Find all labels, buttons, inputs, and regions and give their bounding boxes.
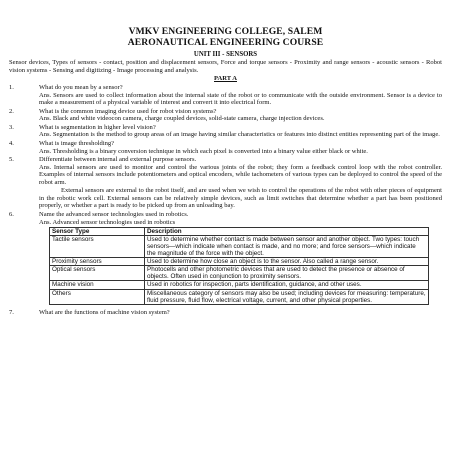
question-item xyxy=(9,108,442,124)
description-cell: Used to determine how close an object is to the sensor. Also called a range sensor. xyxy=(145,258,429,266)
answer-text: Ans. Internal sensors are used to monitor and control the various joints of the robot; they form a feedback control loop with the robot controller. Examples of internal sensors include potentiometers and optical encoders, while tachometers of various types can be deployed to control the speed of the robot arm. xyxy=(39,163,442,187)
question-number: 6. xyxy=(9,210,14,218)
question-text: What are the functions of machine vision system? xyxy=(39,308,170,316)
question-number: 7. xyxy=(9,308,14,316)
question-number: 4. xyxy=(9,139,14,147)
table-body xyxy=(50,235,429,304)
question-text: Differentiate between internal and external purpose sensors. xyxy=(39,155,197,163)
question-item xyxy=(9,84,442,107)
answer-text: External sensors are external to the robot itself, and are used when we wish to control the operations of the robot with other pieces of equipment in the robotic work cell. External sensors can be relatively simple devices, such as limit switches that determine whether a part has been positioned properly, or whether a part is ready to be picked up from an unloading bay. xyxy=(39,186,442,210)
table-row xyxy=(50,258,429,266)
question-text: What is segmentation in higher level vision? xyxy=(39,123,156,131)
answer-text: Ans. Advanced sensor technologies used in robotics xyxy=(39,218,176,226)
question-item xyxy=(9,140,442,156)
description-cell: Used in robotics for inspection, parts identification, guidance, and other uses. xyxy=(145,281,429,289)
syllabus-text: Sensor devices, Types of sensors - contact, position and displacement sensors, Force and torque sensors - Proximity and range sensors - acoustic sensors - Robot vision systems - Sensing and digitizing - Image processing and analysis. xyxy=(9,58,442,74)
question-item xyxy=(9,156,442,210)
sensor-type-cell: Machine vision xyxy=(50,281,145,289)
question-text: What is the common imaging device used for robot vision systems? xyxy=(39,107,217,115)
answer-text: Ans. Thresholding is a binary conversion technique in which each pixel is converted into a binary value either black or white. xyxy=(39,147,368,155)
question-number: 5. xyxy=(9,155,14,163)
question-number: 3. xyxy=(9,123,14,131)
sensor-type-cell: Others xyxy=(50,289,145,304)
course-name: AERONAUTICAL ENGINEERING COURSE xyxy=(127,36,324,48)
question-list xyxy=(9,84,442,226)
question-item xyxy=(9,309,442,317)
question-text: What is image thresholding? xyxy=(39,139,115,147)
description-cell: Miscellaneous category of sensors may also be used; including devices for measuring: temperature, fluid pressure, fluid flow, electrical voltage, current, and other physical properties. xyxy=(145,289,429,304)
sensor-type-cell: Proximity sensors xyxy=(50,258,145,266)
table-header-row xyxy=(50,227,429,235)
table-row xyxy=(50,235,429,257)
table-header-description: Description xyxy=(145,227,429,235)
table-header-sensor-type: Sensor Type xyxy=(50,227,145,235)
sensor-type-cell: Tactile sensors xyxy=(50,235,145,257)
question-text: What do you mean by a sensor? xyxy=(39,83,123,91)
description-cell: Used to determine whether contact is made between sensor and another object. Two types: touch sensors—which indicate when contact is made, and no more; and force sensors—which indicate the magnitude of the force with the object. xyxy=(145,235,429,257)
answer-text: Ans. Segmentation is the method to group areas of an image having similar characteristics or features into distinct entities representing part of the image. xyxy=(39,131,440,139)
part-title: PART A xyxy=(214,75,237,83)
answer-text: Ans. Black and white videocon camera, charge coupled devices, solid-state camera, charge injection devices. xyxy=(39,115,325,123)
question-number: 1. xyxy=(9,83,14,91)
question-number: 2. xyxy=(9,107,14,115)
unit-title: UNIT III - SENSORS xyxy=(193,51,258,59)
question-item xyxy=(9,211,442,227)
sensor-type-cell: Optical sensors xyxy=(50,266,145,281)
college-name: VMKV ENGINEERING COLLEGE, SALEM xyxy=(128,26,323,37)
table-row xyxy=(50,266,429,281)
table-row xyxy=(50,281,429,289)
description-cell: Photocells and other photometric devices that are used to detect the presence or absence of objects. Often used in conjunction to proximity sensors. xyxy=(145,266,429,281)
question-text: Name the advanced sensor technologies used in robotics. xyxy=(39,210,189,218)
answer-text: Ans. Sensors are used to collect information about the internal state of the robot or to communicate with the outside environment. Sensor is a device to make a measurement of a physical variable of interest and convert it into electrical form. xyxy=(39,91,442,107)
sensor-table xyxy=(49,227,429,305)
table-row xyxy=(50,289,429,304)
question-item xyxy=(9,124,442,140)
